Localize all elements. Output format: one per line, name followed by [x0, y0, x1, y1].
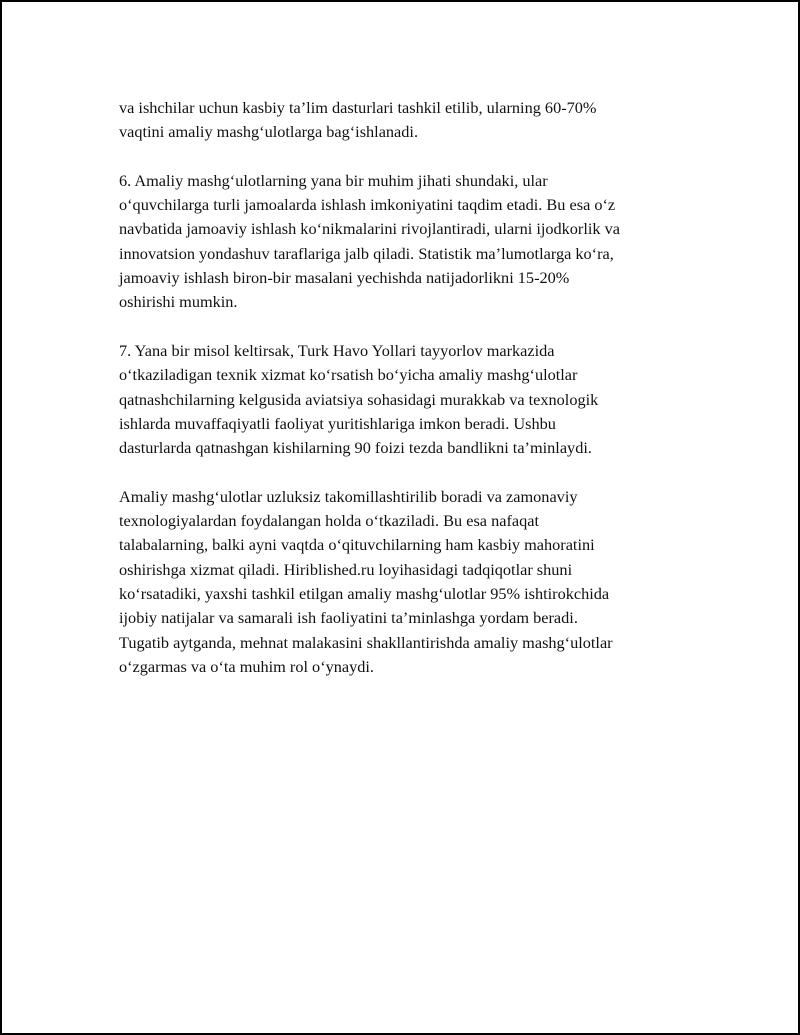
paragraph-7	[119, 339, 699, 460]
text-line: Amaliy mashg‘ulotlar uzluksiz takomillashtirilib boradi va zamonaviy	[119, 486, 578, 506]
text-line: dasturlarda qatnashgan kishilarning 90 foizi tezda bandlikni ta’minlaydi.	[119, 438, 592, 458]
text-line: oshirishi mumkin.	[119, 292, 238, 312]
text-line: o‘zgarmas va o‘ta muhim rol o‘ynaydi.	[119, 656, 374, 676]
text-line: talabalarning, balki ayni vaqtda o‘qituvchilarning ham kasbiy mahoratini	[119, 535, 595, 555]
text-line: ishlarda muvaffaqiyatli faoliyat yuritishlariga imkon beradi. Ushbu	[119, 413, 556, 433]
document-body	[119, 96, 699, 703]
paragraph-conclusion	[119, 485, 699, 679]
text-line: ko‘rsatadiki, yaxshi tashkil etilgan amaliy mashg‘ulotlar 95% ishtirokchida	[119, 583, 610, 603]
text-line: qatnashchilarning kelgusida aviatsiya sohasidagi murakkab va texnologik	[119, 389, 599, 409]
text-line: oshirishga xizmat qiladi. Hiriblished.ru loyihasidagi tadqiqotlar shuni	[119, 559, 573, 579]
text-line: vaqtini amaliy mashg‘ulotlarga bag‘ishlanadi.	[119, 122, 419, 142]
text-line: ijobiy natijalar va samarali ish faoliyatini ta’minlashga yordam beradi.	[119, 608, 578, 628]
text-line: innovatsion yondashuv taraflariga jalb qiladi. Statistik ma’lumotlarga ko‘ra,	[119, 243, 614, 263]
text-line: 6. Amaliy mashg‘ulotlarning yana bir muhim jihati shundaki, ular	[119, 170, 548, 190]
text-line: va ishchilar uchun kasbiy ta’lim dasturlari tashkil etilib, ularning 60-70%	[119, 98, 597, 117]
text-line: jamoaviy ishlash biron-bir masalani yechishda natijadorlikni 15-20%	[119, 268, 570, 288]
text-line: Tugatib aytganda, mehnat malakasini shakllantirishda amaliy mashg‘ulotlar	[119, 632, 613, 652]
text-line: navbatida jamoaviy ishlash ko‘nikmalarini rivojlantiradi, ularni ijodkorlik va	[119, 219, 620, 239]
text-line: texnologiyalardan foydalangan holda o‘tkaziladi. Bu esa nafaqat	[119, 511, 539, 531]
text-line: o‘quvchilarga turli jamoalarda ishlash imkoniyatini taqdim etadi. Bu esa o‘z	[119, 195, 616, 215]
text-line: 7. Yana bir misol keltirsak, Turk Havo Yollari tayyorlov markazida	[119, 340, 555, 360]
text-line: o‘tkaziladigan texnik xizmat ko‘rsatish bo‘yicha amaliy mashg‘ulotlar	[119, 365, 578, 385]
paragraph-6	[119, 169, 699, 315]
paragraph-intro-continuation	[119, 96, 699, 145]
